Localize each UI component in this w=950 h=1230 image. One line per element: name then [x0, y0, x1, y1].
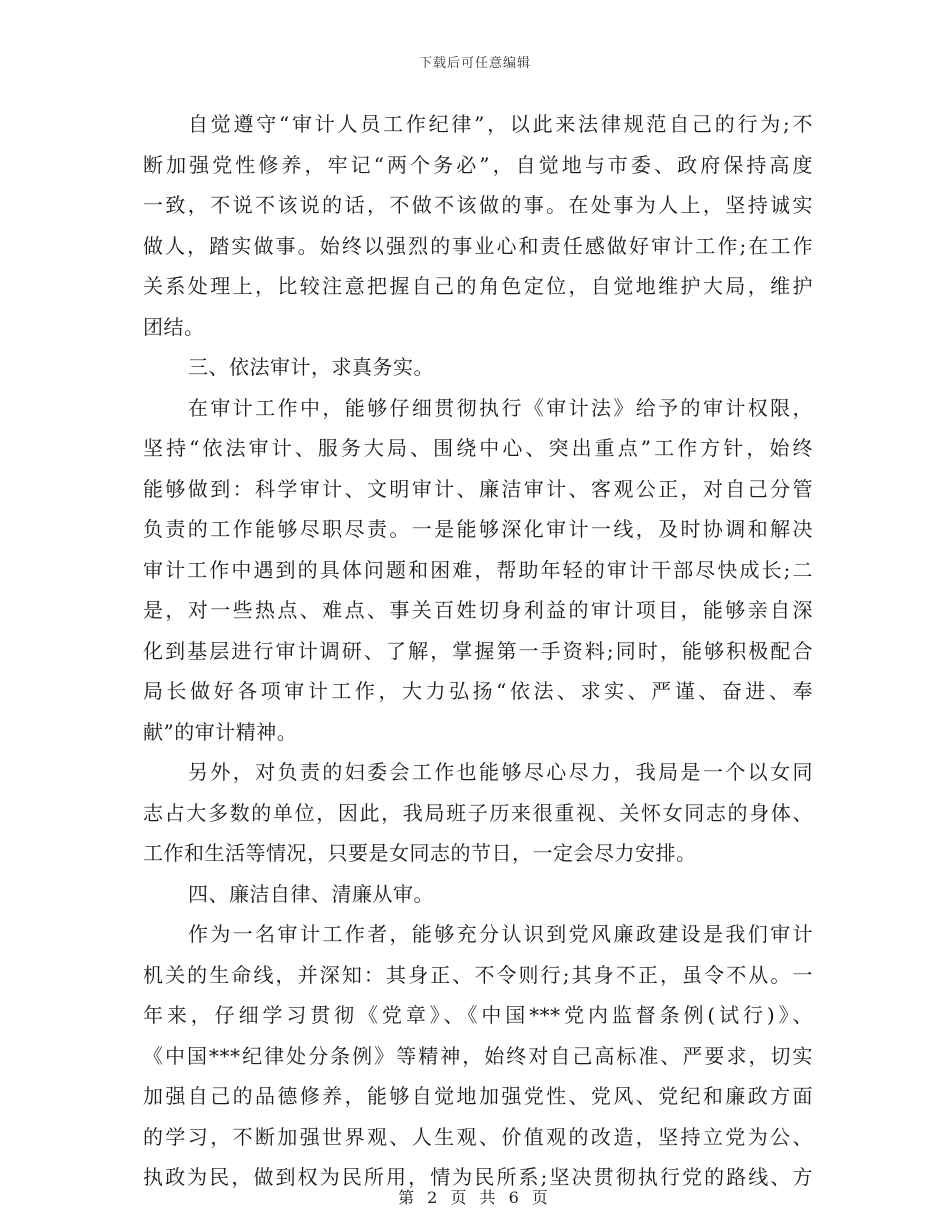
- text-line: 是，对一些热点、难点、事关百姓切身利益的审计项目，能够亲自深: [143, 598, 813, 622]
- text-line: 志占大多数的单位，因此，我局班子历来很重视、关怀女同志的身体、: [143, 800, 813, 825]
- text-line: 自觉遵守“审计人员工作纪律”，以此来法律规范自己的行为;不: [188, 112, 813, 136]
- text-line: 审计工作中遇到的具体问题和困难，帮助年轻的审计干部尽快成长;二: [143, 557, 813, 582]
- text-line: 工作和生活等情况，只要是女同志的节日，一定会尽力安排。: [143, 841, 697, 865]
- text-line: 三、依法审计，求真务实。: [188, 355, 434, 379]
- text-line: 负责的工作能够尽职尽责。一是能够深化审计一线，及时协调和解决: [143, 517, 813, 541]
- text-line: 关系处理上，比较注意把握自己的角色定位，自觉地维护大局，维护: [143, 274, 813, 298]
- text-line: 的学习，不断加强世界观、人生观、价值观的改造，坚持立党为公、: [143, 1124, 813, 1149]
- document-body: [143, 104, 813, 1198]
- text-line: 执政为民，做到权为民所用，情为民所系;坚决贯彻执行党的路线、方: [143, 1165, 813, 1189]
- text-line: 一致，不说不该说的话，不做不该做的事。在处事为人上，坚持诚实: [143, 193, 813, 217]
- text-line: 能够做到：科学审计、文明审计、廉洁审计、客观公正，对自己分管: [143, 476, 813, 501]
- text-line: 局长做好各项审计工作，大力弘扬“依法、求实、严谨、奋进、奉: [143, 679, 813, 703]
- page-header: 下载后可任意编辑: [418, 56, 531, 71]
- text-line: 四、廉洁自律、清廉从审。: [188, 881, 434, 906]
- text-line: 机关的生命线，并深知：其身正、不令则行;其身不正，虽令不从。一: [143, 962, 813, 987]
- text-line: 在审计工作中，能够仔细贯彻执行《审计法》给予的审计权限，: [188, 395, 813, 420]
- text-line: 作为一名审计工作者，能够充分认识到党风廉政建设是我们审计: [188, 922, 813, 946]
- text-line: 加强自己的品德修养，能够自觉地加强党性、党风、党纪和廉政方面: [143, 1084, 813, 1108]
- text-line: 《中国***纪律处分条例》等精神，始终对自己高标准、严要求，切实: [143, 1043, 813, 1068]
- text-line: 年来，仔细学习贯彻《党章》、《中国***党内监督条例(试行)》、: [143, 1003, 813, 1027]
- text-line: 断加强党性修养，牢记“两个务必”，自觉地与市委、政府保持高度: [143, 152, 813, 177]
- text-line: 团结。: [143, 314, 205, 339]
- text-line: 献”的审计精神。: [143, 719, 298, 744]
- text-line: 做人，踏实做事。始终以强烈的事业心和责任感做好审计工作;在工作: [143, 233, 813, 258]
- page-footer-page-number: 第 2 页 共 6 页: [398, 1188, 552, 1207]
- text-line: 化到基层进行审计调研、了解，掌握第一手资料;同时，能够积极配合: [143, 638, 813, 663]
- text-line: 另外，对负责的妇委会工作也能够尽心尽力，我局是一个以女同: [188, 760, 813, 784]
- text-line: 坚持“依法审计、服务大局、围绕中心、突出重点”工作方针，始终: [143, 436, 813, 460]
